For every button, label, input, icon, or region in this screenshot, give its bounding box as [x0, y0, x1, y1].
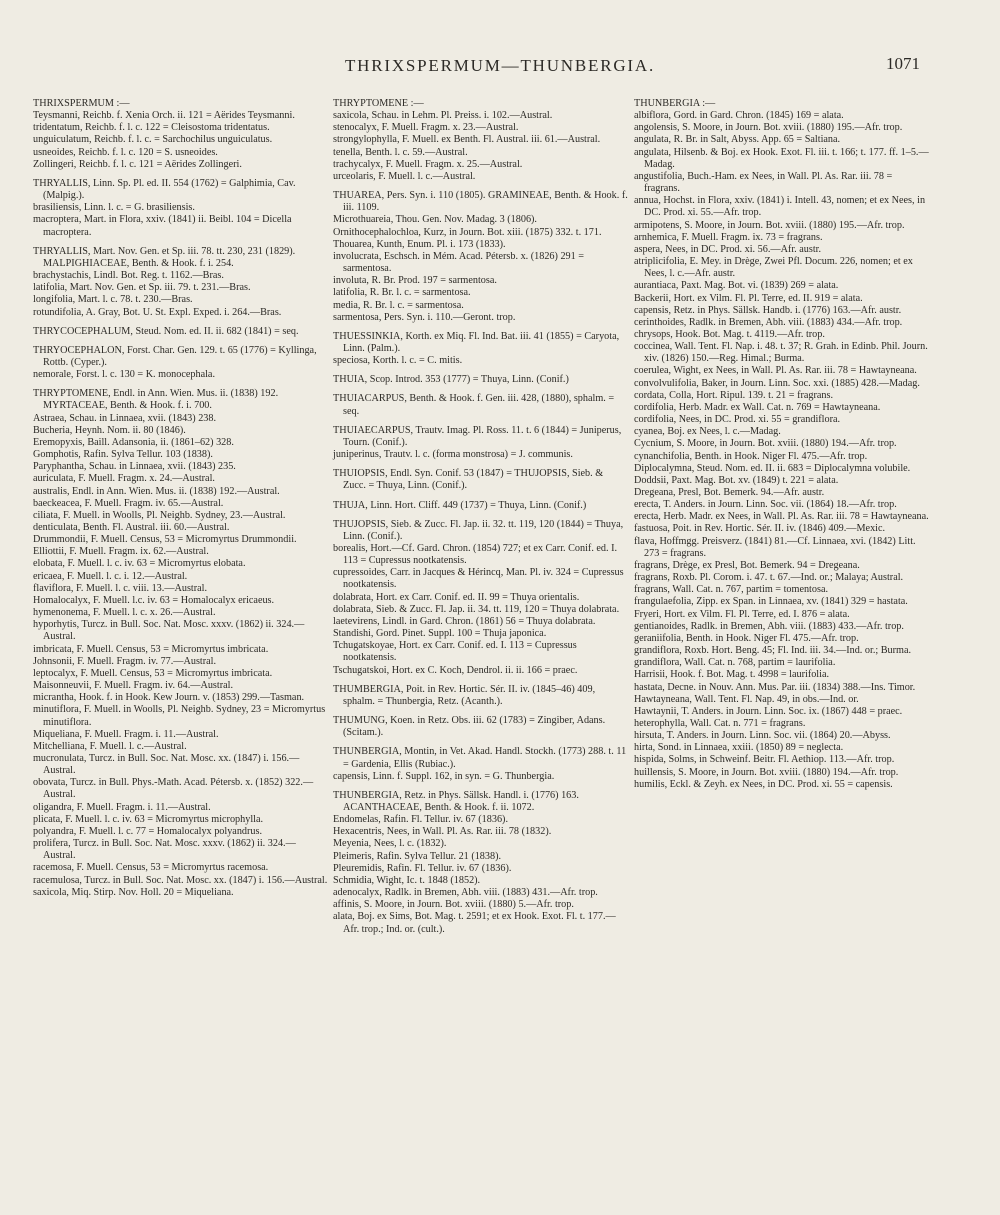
species-line: denticulata, Benth. Fl. Austral. iii. 60.—Austral.	[33, 522, 230, 533]
species-line: hispida, Solms, in Schweinf. Beitr. Fl. Aethiop. 113.—Afr. trop.	[634, 754, 895, 766]
genus-entry	[333, 374, 628, 386]
genus-entry	[33, 326, 328, 338]
species-line: arnhemica, F. Muell. Fragm. ix. 73 = fragrans.	[634, 231, 823, 243]
species-line: Zollingeri, Reichb. f. l. c. 121 = Aërides Zollingeri.	[33, 158, 242, 170]
genus-heading: THUMUNG, Koen. in Retz. Obs. iii. 62 (1783) = Zingiber, Adans. (Scitam.).	[333, 715, 606, 739]
species-line: Harrisii, Hook. f. Bot. Mag. t. 4998 = laurifolia.	[634, 669, 830, 681]
genus-heading: THRYOCEPHALON, Forst. Char. Gen. 129. t. 65 (1776) = Kyllinga, Rottb. (Cyper.).	[33, 344, 317, 368]
genus-entry	[33, 388, 328, 899]
genus-heading: THUIACARPUS, Benth. & Hook. f. Gen. iii. 428, (1880), sphalm. = seq.	[333, 393, 615, 417]
species-line: strongylophylla, F. Muell. ex Benth. Fl. Austral. iii. 61.—Austral.	[333, 134, 601, 146]
species-line: media, R. Br. l. c. = sarmentosa.	[333, 299, 464, 311]
species-line: cordifolia, Nees, in DC. Prod. xi. 55 = grandiflora.	[634, 414, 841, 426]
species-line: sarmentosa, Pers. Syn. i. 110.—Geront. trop.	[333, 311, 516, 323]
genus-heading: THUIAECARPUS, Trautv. Imag. Pl. Ross. 11. t. 6 (1844) = Juniperus, Tourn. (Conif.).	[333, 424, 622, 448]
species-line: flaviflora, F. Muell. l. c. viii. 13.—Austral.	[33, 582, 208, 594]
genus-entry	[333, 500, 628, 512]
species-line: tenella, Benth. l. c. 59.—Austral.	[333, 146, 468, 158]
species-line: tridentatum, Reichb. f. l. c. 122 = Cleisostoma tridentatus.	[33, 122, 270, 134]
species-line: aurantiaca, Paxt. Mag. Bot. vi. (1839) 269 = alata.	[634, 280, 839, 292]
species-line: erecta, Herb. Madr. ex Nees, in Wall. Pl. As. Rar. iii. 78 = Hawtayneana.	[634, 511, 929, 523]
species-line: saxicola, Schau. in Lehm. Pl. Preiss. i. 102.—Austral.	[333, 110, 553, 122]
species-line: Elliottii, F. Muell. Fragm. ix. 62.—Austral.	[33, 546, 209, 558]
species-line: Gomphotis, Rafin. Sylva Tellur. 103 (1838).	[33, 449, 213, 461]
species-line: Dregeana, Presl, Bot. Bemerk. 94.—Afr. austr.	[634, 487, 825, 498]
species-line: minutiflora, F. Muell. in Woolls, Pl. Neighb. Sydney, 23 = Micromyrtus minutiflora.	[33, 704, 326, 728]
species-line: heterophylla, Wall. Cat. n. 771 = fragrans.	[634, 717, 806, 729]
species-line: Pleimeris, Rafin. Sylva Tellur. 21 (1838).	[333, 850, 502, 862]
species-line: rotundifolia, A. Gray, Bot. U. St. Expl. Exped. i. 264.—Bras.	[33, 306, 282, 318]
species-line: Tchugatskoyae, Hort. ex Carr. Conif. ed. I. 113 = Cupressus nootkatensis.	[333, 640, 577, 664]
genus-entry	[33, 98, 328, 171]
species-line: dolabrata, Hort. ex Carr. Conif. ed. II. 99 = Thuya orientalis.	[333, 591, 580, 603]
species-line: racemulosa, Turcz. in Bull. Soc. Nat. Mosc. xx. (1847) i. 156.—Austral.	[33, 874, 328, 886]
genus-entry	[33, 345, 328, 381]
genus-heading: THUMBERGIA, Poit. in Rev. Hortic. Sér. II. iv. (1845–46) 409, sphalm. = Thunbergia, Retz. (Acanth.).	[333, 683, 596, 707]
species-line: hirta, Sond. in Linnaea, xxiii. (1850) 89 = neglecta.	[634, 742, 844, 754]
species-line: humilis, Eckl. & Zeyh. ex Nees, in DC. Prod. xi. 55 = capensis.	[634, 778, 893, 790]
genus-entry	[333, 393, 628, 417]
species-line: longifolia, Mart. l. c. 78. t. 230.—Bras.	[33, 294, 193, 306]
species-line: cordata, Colla, Hort. Ripul. 139. t. 21 = fragrans.	[634, 389, 833, 401]
species-line: fragrans, Wall. Cat. n. 767, partim = tomentosa.	[634, 584, 829, 596]
species-line: australis, Endl. in Ann. Wien. Mus. ii. (1838) 192.—Austral.	[33, 485, 280, 497]
species-line: brachystachis, Lindl. Bot. Reg. t. 1162.—Bras.	[33, 270, 224, 282]
genus-heading: THRYCOCEPHALUM, Steud. Nom. ed. II. ii. 682 (1841) = seq.	[33, 325, 299, 337]
species-line: juniperinus, Trautv. l. c. (forma monstrosa) = J. communis.	[333, 449, 573, 461]
species-line: Johnsonii, F. Muell. Fragm. iv. 77.—Austral.	[33, 655, 217, 667]
species-line: cerinthoides, Radlk. in Bremen, Abh. viii. (1883) 434.—Afr. trop.	[634, 316, 903, 328]
column-2	[333, 98, 628, 936]
species-line: hirsuta, T. Anders. in Journ. Linn. Soc. vii. (1864) 20.—Abyss.	[634, 730, 891, 742]
species-line: nemorale, Forst. l. c. 130 = K. monocephala.	[33, 369, 216, 381]
species-line: elobata, F. Muell. l. c. iv. 63 = Micromyrtus elobata.	[33, 558, 246, 570]
species-line: capensis, Linn. f. Suppl. 162, in syn. = G. Thunbergia.	[333, 770, 555, 782]
genus-heading: THUJOPSIS, Sieb. & Zucc. Fl. Jap. ii. 32. tt. 119, 120 (1844) = Thuya, Linn. (Conif.).	[333, 518, 624, 542]
species-line: imbricata, F. Muell. Census, 53 = Micromyrtus imbricata.	[33, 643, 269, 655]
species-line: polyandra, F. Muell. l. c. 77 = Homalocalyx polyandrus.	[33, 825, 263, 837]
genus-entry	[333, 98, 628, 183]
species-line: gentianoides, Radlk. in Bremen, Abh. viii. (1883) 433.—Afr. trop.	[634, 620, 904, 632]
species-line: racemosa, F. Muell. Census, 53 = Micromyrtus racemosa.	[33, 862, 269, 874]
genus-heading: THRYALLIS, Linn. Sp. Pl. ed. II. 554 (1762) = Galphimia, Cav. (Malpig.).	[33, 177, 296, 202]
species-line: coerulea, Wight, ex Nees, in Wall. Pl. As. Rar. iii. 78 = Hawtayneana.	[634, 365, 917, 377]
genus-heading: THUNBERGIA :—	[634, 98, 716, 109]
genus-entry	[33, 178, 328, 239]
species-line: Meyenia, Nees, l. c. (1832).	[333, 838, 447, 850]
species-line: usneoides, Reichb. f. l. c. 120 = S. usneoides.	[33, 146, 218, 158]
species-line: angolensis, S. Moore, in Journ. Bot. xviii. (1880) 195.—Afr. trop.	[634, 122, 903, 134]
species-line: fastuosa, Poit. in Rev. Hortic. Sér. II. iv. (1846) 409.—Mexic.	[634, 523, 886, 535]
species-line: grandiflora, Wall. Cat. n. 768, partim = laurifolia.	[634, 657, 836, 669]
species-line: trachycalyx, F. Muell. Fragm. x. 25.—Austral.	[333, 158, 523, 170]
species-line: albiflora, Gord. in Gard. Chron. (1845) 169 = alata.	[634, 110, 844, 122]
species-line: coccinea, Wall. Tent. Fl. Nap. i. 48. t. 37; R. Grah. in Edinb. Phil. Journ. xiv. (1826) 150.—Reg. Himal.; Burma.	[634, 341, 928, 365]
genus-heading: THRIXSPERMUM :—	[33, 98, 130, 109]
species-line: convolvulifolia, Baker, in Journ. Linn. Soc. xxi. (1885) 428.—Madag.	[634, 377, 920, 389]
species-line: Diplocalymna, Steud. Nom. ed. II. ii. 683 = Diplocalymna volubile.	[634, 462, 911, 474]
page-header	[0, 52, 1000, 82]
species-line: unguiculatum, Reichb. f. l. c. = Sarchochilus unguiculatus.	[33, 134, 273, 146]
species-line: annua, Hochst. in Flora, xxiv. (1841) i. Intell. 43, nomen; et ex Nees, in DC. Prod. xi. 55.—Afr. trop.	[634, 195, 926, 219]
species-line: macroptera, Mart. in Flora, xxiv. (1841) ii. Beibl. 104 = Dicella macroptera.	[33, 214, 292, 238]
species-line: Drummondii, F. Muell. Census, 53 = Micromyrtus Drummondii.	[33, 534, 297, 546]
species-line: Tschugatskoi, Hort. ex C. Koch, Dendrol. ii. ii. 166 = praec.	[333, 664, 578, 676]
genus-entry	[333, 746, 628, 782]
species-line: Eremopyxis, Baill. Adansonia, ii. (1861–62) 328.	[33, 436, 234, 448]
species-line: Bucheria, Heynh. Nom. ii. 80 (1846).	[33, 424, 186, 436]
species-line: brasiliensis, Linn. l. c. = G. brasiliensis.	[33, 202, 195, 214]
species-line: plicata, F. Muell. l. c. iv. 63 = Micromyrtus microphylla.	[33, 813, 264, 825]
species-line: Pleuremidis, Rafin. Fl. Tellur. iv. 67 (1836).	[333, 862, 512, 874]
genus-entry	[333, 519, 628, 677]
species-line: Cycnium, S. Moore, in Journ. Bot. xviii. (1880) 194.—Afr. trop.	[634, 438, 897, 450]
species-line: aspera, Nees, in DC. Prod. xi. 56.—Afr. austr.	[634, 243, 822, 255]
page-number: 1071	[886, 54, 920, 73]
species-line: Teysmanni, Reichb. f. Xenia Orch. ii. 121 = Aërides Teysmanni.	[33, 110, 295, 122]
genus-entry	[634, 98, 929, 791]
species-line: oligandra, F. Muell. Fragm. i. 11.—Austral.	[33, 801, 211, 813]
species-line: Endomelas, Rafin. Fl. Tellur. iv. 67 (1836).	[333, 814, 509, 826]
genus-heading: THUESSINKIA, Korth. ex Miq. Fl. Ind. Bat. iii. 41 (1855) = Caryota, Linn. (Palm.).	[333, 330, 620, 354]
species-line: latifolia, R. Br. l. c. = sarmentosa.	[333, 287, 471, 299]
genus-heading: THUNBERGIA, Retz. in Phys. Sällsk. Handl. i. (1776) 163. ACANTHACEAE, Benth. & Hook. f. ii. 1072.	[333, 789, 579, 813]
running-title: THRIXSPERMUM—THUNBERGIA.	[344, 56, 656, 75]
species-line: erecta, T. Anders. in Journ. Linn. Soc. vii. (1864) 18.—Afr. trop.	[634, 499, 897, 511]
species-line: auriculata, F. Muell. Fragm. x. 24.—Austral.	[33, 473, 215, 485]
species-line: Backerii, Hort. ex Vilm. Fl. Pl. Terre, ed. II. 919 = alata.	[634, 292, 863, 304]
genus-entry	[333, 790, 628, 936]
species-line: laetevirens, Lindl. in Gard. Chron. (1861) 56 = Thuya dolabrata.	[333, 615, 596, 627]
species-line: Standishi, Gord. Pinet. Suppl. 100 = Thuja japonica.	[333, 628, 547, 640]
species-line: speciosa, Korth. l. c. = C. mitis.	[333, 355, 463, 367]
species-line: chrysops, Hook. Bot. Mag. t. 4119.—Afr. trop.	[634, 328, 825, 340]
species-line: hastata, Decne. in Nouv. Ann. Mus. Par. iii. (1834) 388.—Ins. Timor.	[634, 681, 916, 693]
species-line: urceolaris, F. Muell. l. c.—Austral.	[333, 170, 476, 182]
species-line: stenocalyx, F. Muell. Fragm. x. 23.—Austral.	[333, 122, 519, 134]
species-line: angulata, Hilsenb. & Boj. ex Hook. Exot. Fl. iii. t. 166; t. 177. ff. 1–5.—Madag.	[634, 146, 929, 170]
species-line: angustifolia, Buch.-Ham. ex Nees, in Wall. Pl. As. Rar. iii. 78 = fragrans.	[634, 170, 893, 195]
genus-heading: THRYPTOMENE :—	[333, 98, 424, 109]
species-line: Mitchelliana, F. Muell. l. c.—Austral.	[33, 740, 187, 752]
genus-entry	[333, 331, 628, 367]
species-line: ericaea, F. Muell. l. c. i. 12.—Austral.	[33, 570, 188, 582]
species-line: involucrata, Eschsch. in Mém. Acad. Pétersb. x. (1826) 291 = sarmentosa.	[333, 250, 585, 275]
species-line: baeckeacea, F. Muell. Fragm. iv. 65.—Austral.	[33, 497, 224, 509]
species-line: Miqueliana, F. Muell. Fragm. i. 11.—Austral.	[33, 728, 219, 740]
column-3	[634, 98, 929, 791]
species-line: Paryphantha, Schau. in Linnaea, xvii. (1843) 235.	[33, 461, 236, 473]
species-line: prolifera, Turcz. in Bull. Soc. Nat. Mosc. xxxv. (1862) ii. 324.—Austral.	[33, 838, 296, 862]
column-1	[33, 98, 328, 899]
species-line: flava, Hoffmgg. Preisverz. (1841) 81.—Cf. Linnaea, xvi. (1842) Litt. 273 = fragrans.	[634, 535, 916, 559]
species-line: mucronulata, Turcz. in Bull. Soc. Nat. Mosc. xx. (1847) i. 156.—Austral.	[33, 752, 300, 777]
species-line: cordifolia, Herb. Madr. ex Wall. Cat. n. 769 = Hawtayneana.	[634, 401, 881, 413]
genus-entry	[33, 246, 328, 319]
species-line: Hawtaynii, T. Anders. in Journ. Linn. Soc. ix. (1867) 448 = praec.	[634, 705, 903, 717]
species-line: capensis, Retz. in Phys. Sällsk. Handb. i. (1776) 163.—Afr. austr.	[634, 304, 902, 316]
species-line: alata, Boj. ex Sims, Bot. Mag. t. 2591; et ex Hook. Exot. Fl. t. 177.—Afr. trop.; Ind. or. (cult.).	[333, 911, 616, 935]
species-line: Ornithocephalochloa, Kurz, in Journ. Bot. xiii. (1875) 332. t. 171.	[333, 226, 602, 238]
species-line: hyporhytis, Turcz. in Bull. Soc. Nat. Mosc. xxxv. (1862) ii. 324.—Austral.	[33, 619, 305, 643]
genus-heading: THRYALLIS, Mart. Nov. Gen. et Sp. iii. 78. tt. 230, 231 (1829). MALPIGHIACEAE, Benth. & Hook. f. i. 254.	[33, 245, 296, 269]
genus-entry	[333, 425, 628, 461]
species-line: borealis, Hort.—Cf. Gard. Chron. (1854) 727; et ex Carr. Conif. ed. I. 113 = Cupressus nootkatensis.	[333, 543, 618, 567]
species-line: dolabrata, Sieb. & Zucc. Fl. Jap. ii. 34. tt. 119, 120 = Thuya dolabrata.	[333, 603, 620, 615]
species-line: Hawtayneana, Wall. Tent. Fl. Nap. 49, in obs.—Ind. or.	[634, 693, 859, 705]
species-line: involuta, R. Br. Prod. 197 = sarmentosa.	[333, 275, 497, 287]
species-line: atriplicifolia, E. Mey. in Drège, Zwei Pfl. Docum. 226, nomen; et ex Nees, l. c.—Afr. austr.	[634, 256, 913, 280]
genus-heading: THUNBERGIA, Montin, in Vet. Akad. Handl. Stockh. (1773) 288. t. 11 = Gardenia, Ellis (Rubiac.).	[333, 746, 627, 770]
genus-heading: THUIOPSIS, Endl. Syn. Conif. 53 (1847) = THUJOPSIS, Sieb. & Zucc. = Thuya, Linn. (Conif.).	[333, 468, 604, 492]
species-line: Maisonneuvii, F. Muell. Fragm. iv. 64.—Austral.	[33, 680, 233, 692]
genus-heading: THUJA, Linn. Hort. Cliff. 449 (1737) = Thuya, Linn. (Conif.)	[333, 499, 587, 511]
species-line: fragrans, Roxb. Pl. Corom. i. 47. t. 67.—Ind. or.; Malaya; Austral.	[634, 572, 904, 584]
genus-heading: THRYPTOMENE, Endl. in Ann. Wien. Mus. ii. (1838) 192. MYRTACEAE, Benth. & Hook. f. i. 700.	[33, 388, 279, 412]
species-line: Hexacentris, Nees, in Wall. Pl. As. Rar. iii. 78 (1832).	[333, 826, 552, 838]
species-line: Astraea, Schau. in Linnaea, xvii. (1843) 238.	[33, 412, 217, 424]
genus-entry	[333, 468, 628, 492]
species-line: cyanea, Boj. ex Nees, l. c.—Madag.	[634, 426, 781, 438]
species-line: huillensis, S. Moore, in Journ. Bot. xviii. (1880) 194.—Afr. trop.	[634, 766, 899, 778]
species-line: Fryeri, Hort. ex Vilm. Fl. Pl. Terre, ed. I. 876 = alata.	[634, 608, 850, 620]
species-line: adenocalyx, Radlk. in Bremen, Abh. viii. (1883) 431.—Afr. trop.	[333, 887, 598, 899]
species-line: Homalocalyx, F. Muell. l.c. iv. 63 = Homalocalyx ericaeus.	[33, 594, 275, 606]
species-line: affinis, S. Moore, in Journ. Bot. xviii. (1880) 5.—Afr. trop.	[333, 899, 574, 911]
species-line: saxicola, Miq. Stirp. Nov. Holl. 20 = Miqueliana.	[33, 886, 234, 898]
species-line: obovata, Turcz. in Bull. Phys.-Math. Acad. Pétersb. x. (1852) 322.—Austral.	[33, 777, 314, 801]
genus-entry	[333, 190, 628, 324]
species-line: cynanchifolia, Benth. in Hook. Niger Fl. 475.—Afr. trop.	[634, 450, 868, 462]
species-line: Microthuareia, Thou. Gen. Nov. Madag. 3 (1806).	[333, 214, 537, 226]
genus-entry	[333, 684, 628, 708]
species-line: ciliata, F. Muell. in Woolls, Pl. Neighb. Sydney, 23.—Austral.	[33, 509, 286, 521]
genus-entry	[333, 715, 628, 739]
species-line: fragrans, Drège, ex Presl, Bot. Bemerk. 94 = Dregeana.	[634, 559, 860, 571]
species-line: hymenonema, F. Muell. l. c. x. 26.—Austral.	[33, 607, 216, 619]
species-line: micrantha, Hook. f. in Hook. Kew Journ. v. (1853) 299.—Tasman.	[33, 692, 305, 704]
species-line: grandiflora, Roxb. Hort. Beng. 45; Fl. Ind. iii. 34.—Ind. or.; Burma.	[634, 645, 912, 657]
genus-heading: THUIA, Scop. Introd. 353 (1777) = Thuya, Linn. (Conif.)	[333, 374, 569, 386]
species-line: Thouarea, Kunth, Enum. Pl. i. 173 (1833).	[333, 238, 506, 250]
species-line: angulata, R. Br. in Salt, Abyss. App. 65 = Saltiana.	[634, 134, 841, 146]
species-line: armipotens, S. Moore, in Journ. Bot. xviii. (1880) 195.—Afr. trop.	[634, 219, 905, 231]
species-line: leptocalyx, F. Muell. Census, 53 = Micromyrtus imbricata.	[33, 667, 273, 679]
species-line: latifolia, Mart. Nov. Gen. et Sp. iii. 79. t. 231.—Bras.	[33, 282, 251, 294]
species-line: Doddsii, Paxt. Mag. Bot. xv. (1849) t. 221 = alata.	[634, 474, 839, 486]
species-line: frangulaefolia, Zipp. ex Span. in Linnaea, xv. (1841) 329 = hastata.	[634, 596, 908, 608]
species-line: cupressoides, Carr. in Jacques & Hérincq, Man. Pl. iv. 324 = Cupressus nootkatensis.	[333, 567, 624, 591]
species-line: geraniifolia, Benth. in Hook. Niger Fl. 475.—Afr. trop.	[634, 632, 859, 644]
genus-heading: THUAREA, Pers. Syn. i. 110 (1805). GRAMINEAE, Benth. & Hook. f. iii. 1109.	[333, 190, 628, 214]
species-line: Schmidia, Wight, Ic. t. 1848 (1852).	[333, 874, 481, 886]
